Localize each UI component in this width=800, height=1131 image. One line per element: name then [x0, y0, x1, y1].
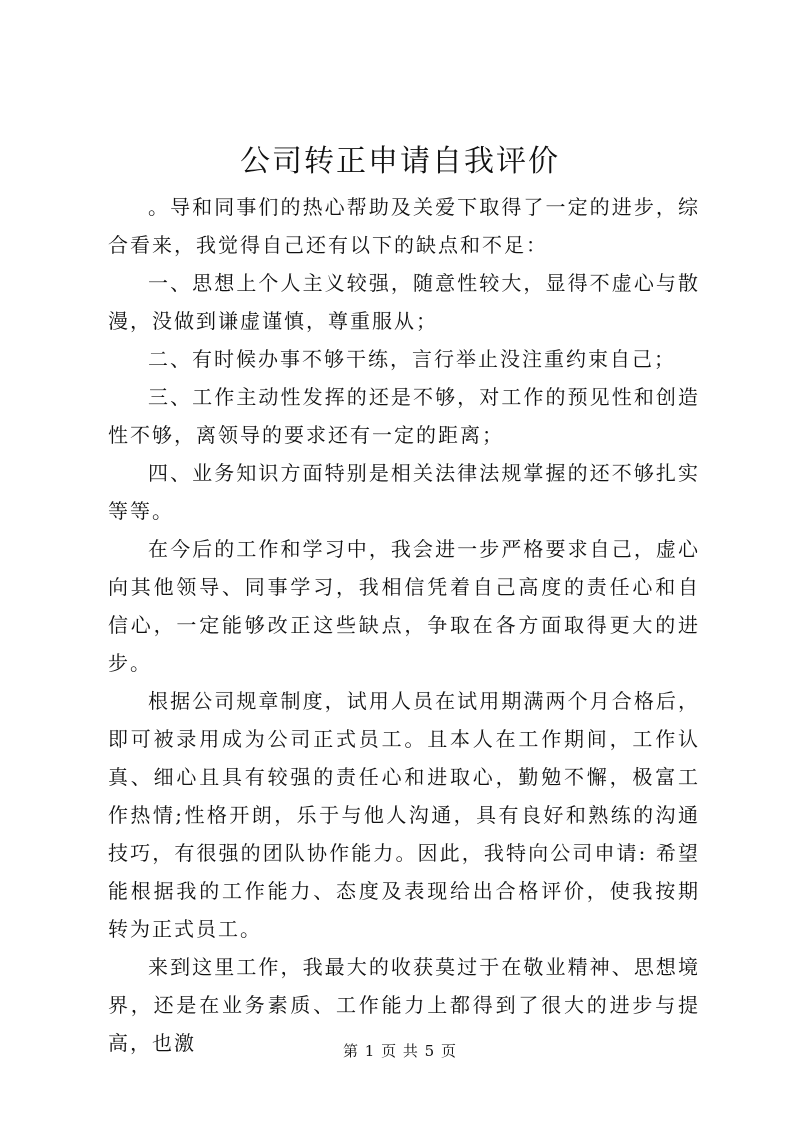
paragraph-2: 一、思想上个人主义较强，随意性较大，显得不虚心与散漫，没做到谦虚谨慎，尊重服从； [108, 271, 700, 333]
paragraph-7: 根据公司规章制度，试用人员在试用期满两个月合格后，即可被录用成为公司正式员工。且本人在工作期间，工作认真、细心且具有较强的责任心和进取心，勤勉不懈，极富工作热情;性格开朗，乐于与他人沟通，具有良好和熟练的沟通技巧，有很强的团队协作能力。因此，我特向公司申请: 希望能根据我的工作能力、态度及表现给出合格评价，使我按期转为正式员工。 [108, 689, 700, 941]
paragraph-1: 。导和同事们的热心帮助及关爱下取得了一定的进步，综合看来，我觉得自己还有以下的缺点和不足： [108, 195, 700, 257]
paragraph-3: 二、有时候办事不够干练，言行举止没注重约束自己； [148, 347, 676, 371]
paragraph-8: 来到这里工作，我最大的收获莫过于在敬业精神、思想境界，还是在业务素质、工作能力上都得到了很大的进步与提高，也激 [108, 955, 700, 1055]
document-body [108, 188, 700, 1062]
paragraph-4: 三、工作主动性发挥的还是不够，对工作的预见性和创造性不够，离领导的要求还有一定的距离； [108, 385, 700, 447]
paragraph-5: 四、业务知识方面特别是相关法律法规掌握的还不够扎实等等。 [108, 461, 700, 523]
document-title: 公司转正申请自我评价 [240, 144, 560, 179]
paragraph-6: 在今后的工作和学习中，我会进一步严格要求自己，虚心向其他领导、同事学习，我相信凭着自己高度的责任心和自信心，一定能够改正这些缺点，争取在各方面取得更大的进步。 [108, 537, 700, 675]
page-footer: 第 1 页 共 5 页 [343, 1042, 457, 1060]
